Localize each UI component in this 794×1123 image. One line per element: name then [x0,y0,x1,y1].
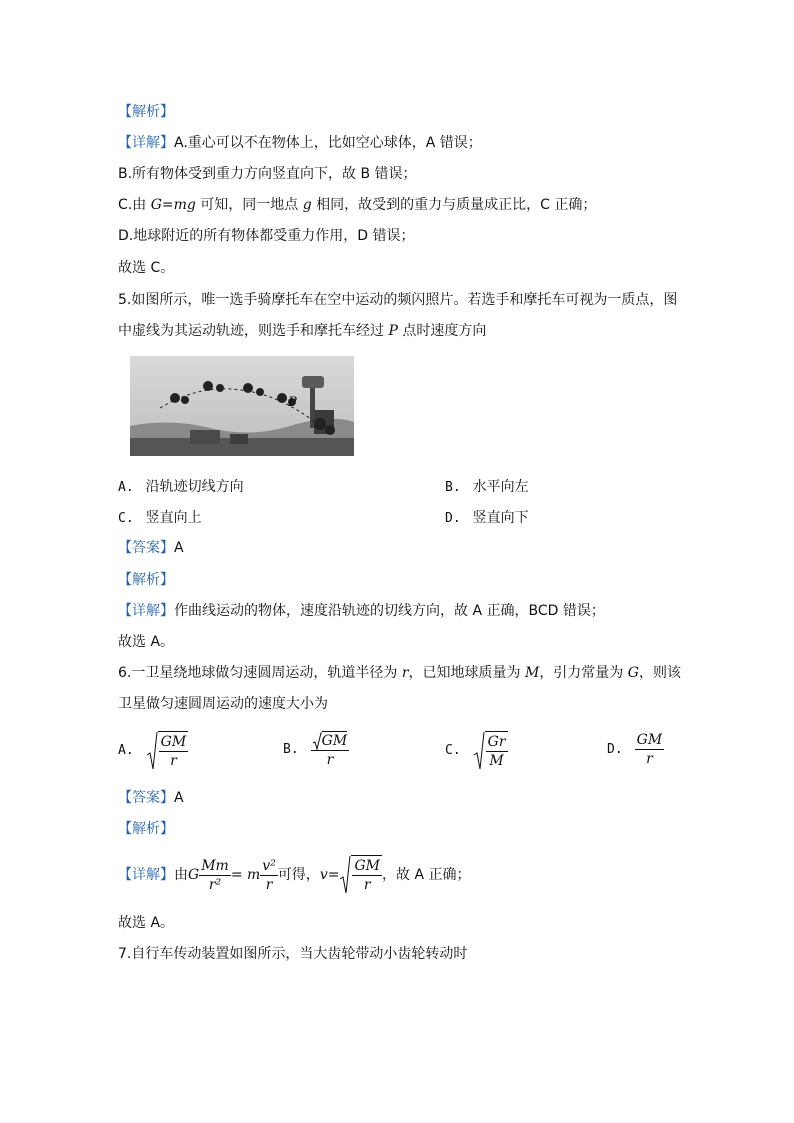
q5-conclusion: 故选 A。 [118,634,175,650]
motorcycle-photo [130,356,354,456]
numerator: Mm [201,857,229,874]
q6-analysis-heading: 【解析】 [118,821,174,837]
q5-option-c[interactable] [118,508,202,529]
numerator: Gr [487,734,506,750]
numerator: GM [321,733,348,749]
numerator: GM [636,732,663,748]
symbol-g: G [188,867,200,883]
text: 可知，同一地点 [195,197,303,213]
text: ，引力常量为 [539,665,628,681]
q5-answer [118,538,184,558]
text: C.由 [118,197,151,213]
detail-line-2: B.所有物体受到重力方向竖直向下，故 B 错误； [118,166,417,182]
text: 由 [174,867,188,883]
text: 相同，故受到的重力与质量成正比，C 正确； [311,197,597,213]
fraction-mm-r2 [199,857,231,894]
symbol-v: v [319,867,328,883]
numerator: GM [160,734,187,750]
denominator: r [170,753,177,769]
denominator: M [489,753,504,769]
numerator: v² [262,857,276,874]
detail-text: A.重心可以不在物体上，比如空心球体，A 错误； [174,135,482,151]
option-text: 竖直向上 [145,510,202,526]
q7-stem: 7.自行车传动装置如图所示，当大齿轮带动小齿轮转动时 [118,946,468,962]
q6-answer [118,788,184,808]
q5-stem-line-1: 5.如图所示，唯一选手骑摩托车在空中运动的频闪照片。若选手和摩托车可视为一质点，图 [118,292,678,308]
q6-stem-line-2: 卫星做匀速圆周运动的速度大小为 [118,696,328,712]
option-label: D. [445,511,461,526]
detail-tag: 【详解】 [118,603,174,619]
q5-option-b[interactable] [445,477,529,498]
symbol-m: M [524,665,540,681]
text: 点时速度方向 [397,323,487,339]
option-label: B. [283,742,299,757]
q6-option-a[interactable] [118,731,188,771]
answer-value: A [174,790,184,806]
sqrt-expression [146,731,189,771]
detail-line-4: D.地球附近的所有物体都受重力作用，D 错误； [118,228,415,244]
text: 中虚线为其运动轨迹，则选手和摩托车经过 [118,323,389,339]
detail-tag: 【详解】 [118,867,174,883]
q5-analysis-heading: 【解析】 [118,572,174,588]
fraction-v2-r [260,857,278,894]
q5-option-d[interactable] [445,508,529,529]
symbol-r: r [401,665,409,681]
detail-line-1 [118,133,482,153]
q6-option-c[interactable] [445,731,508,771]
sqrt-expression [339,855,382,895]
detail-text: 作曲线运动的物体，速度沿轨迹的切线方向，故 A 正确，BCD 错误； [174,603,605,619]
symbol-g: g [302,197,312,213]
sqrt-expression [473,731,508,771]
fraction [311,731,350,769]
conclusion: 故选 C。 [118,260,175,276]
option-label: B. [445,480,461,495]
photo-label-p: P [288,395,297,410]
text: ，已知地球质量为 [408,665,525,681]
formula: G=mg [150,197,196,213]
equals: = [327,867,340,883]
text: 可得， [277,867,320,883]
option-text: 水平向左 [472,479,529,495]
option-label: C. [118,511,134,526]
q5-stem-line-2 [118,321,486,341]
option-label: A. [118,743,134,758]
denominator: r [646,751,653,767]
denominator: r [326,752,334,768]
q5-option-a[interactable] [118,477,244,498]
q6-stem-line-1 [118,663,681,683]
option-text: 竖直向下 [472,510,529,526]
denominator: r [363,877,371,893]
q6-option-b[interactable] [283,731,349,769]
fraction [635,731,665,768]
equals-m: = m [230,867,261,883]
q6-detail [118,852,470,898]
option-label: C. [445,743,461,758]
text: ，则该 [638,665,681,681]
answer-value: A [174,540,184,556]
text: ，故 A 正确； [382,867,471,883]
analysis-heading: 【解析】 [118,104,174,120]
q6-option-d[interactable] [607,731,664,768]
symbol-p: P [388,323,398,339]
numerator: GM [354,858,380,874]
detail-tag: 【详解】 [118,135,174,151]
answer-tag: 【答案】 [118,790,174,806]
detail-line-3 [118,195,596,215]
q5-detail [118,601,605,621]
option-label: A. [118,480,134,495]
option-text: 沿轨迹切线方向 [145,479,244,495]
answer-tag: 【答案】 [118,540,174,556]
denominator: r [265,876,273,893]
symbol-g: G [627,665,639,681]
text: 6.一卫星绕地球做匀速圆周运动，轨道半径为 [118,665,402,681]
denominator: r² [208,876,222,893]
q6-conclusion: 故选 A。 [118,915,175,931]
option-label: D. [607,741,623,757]
